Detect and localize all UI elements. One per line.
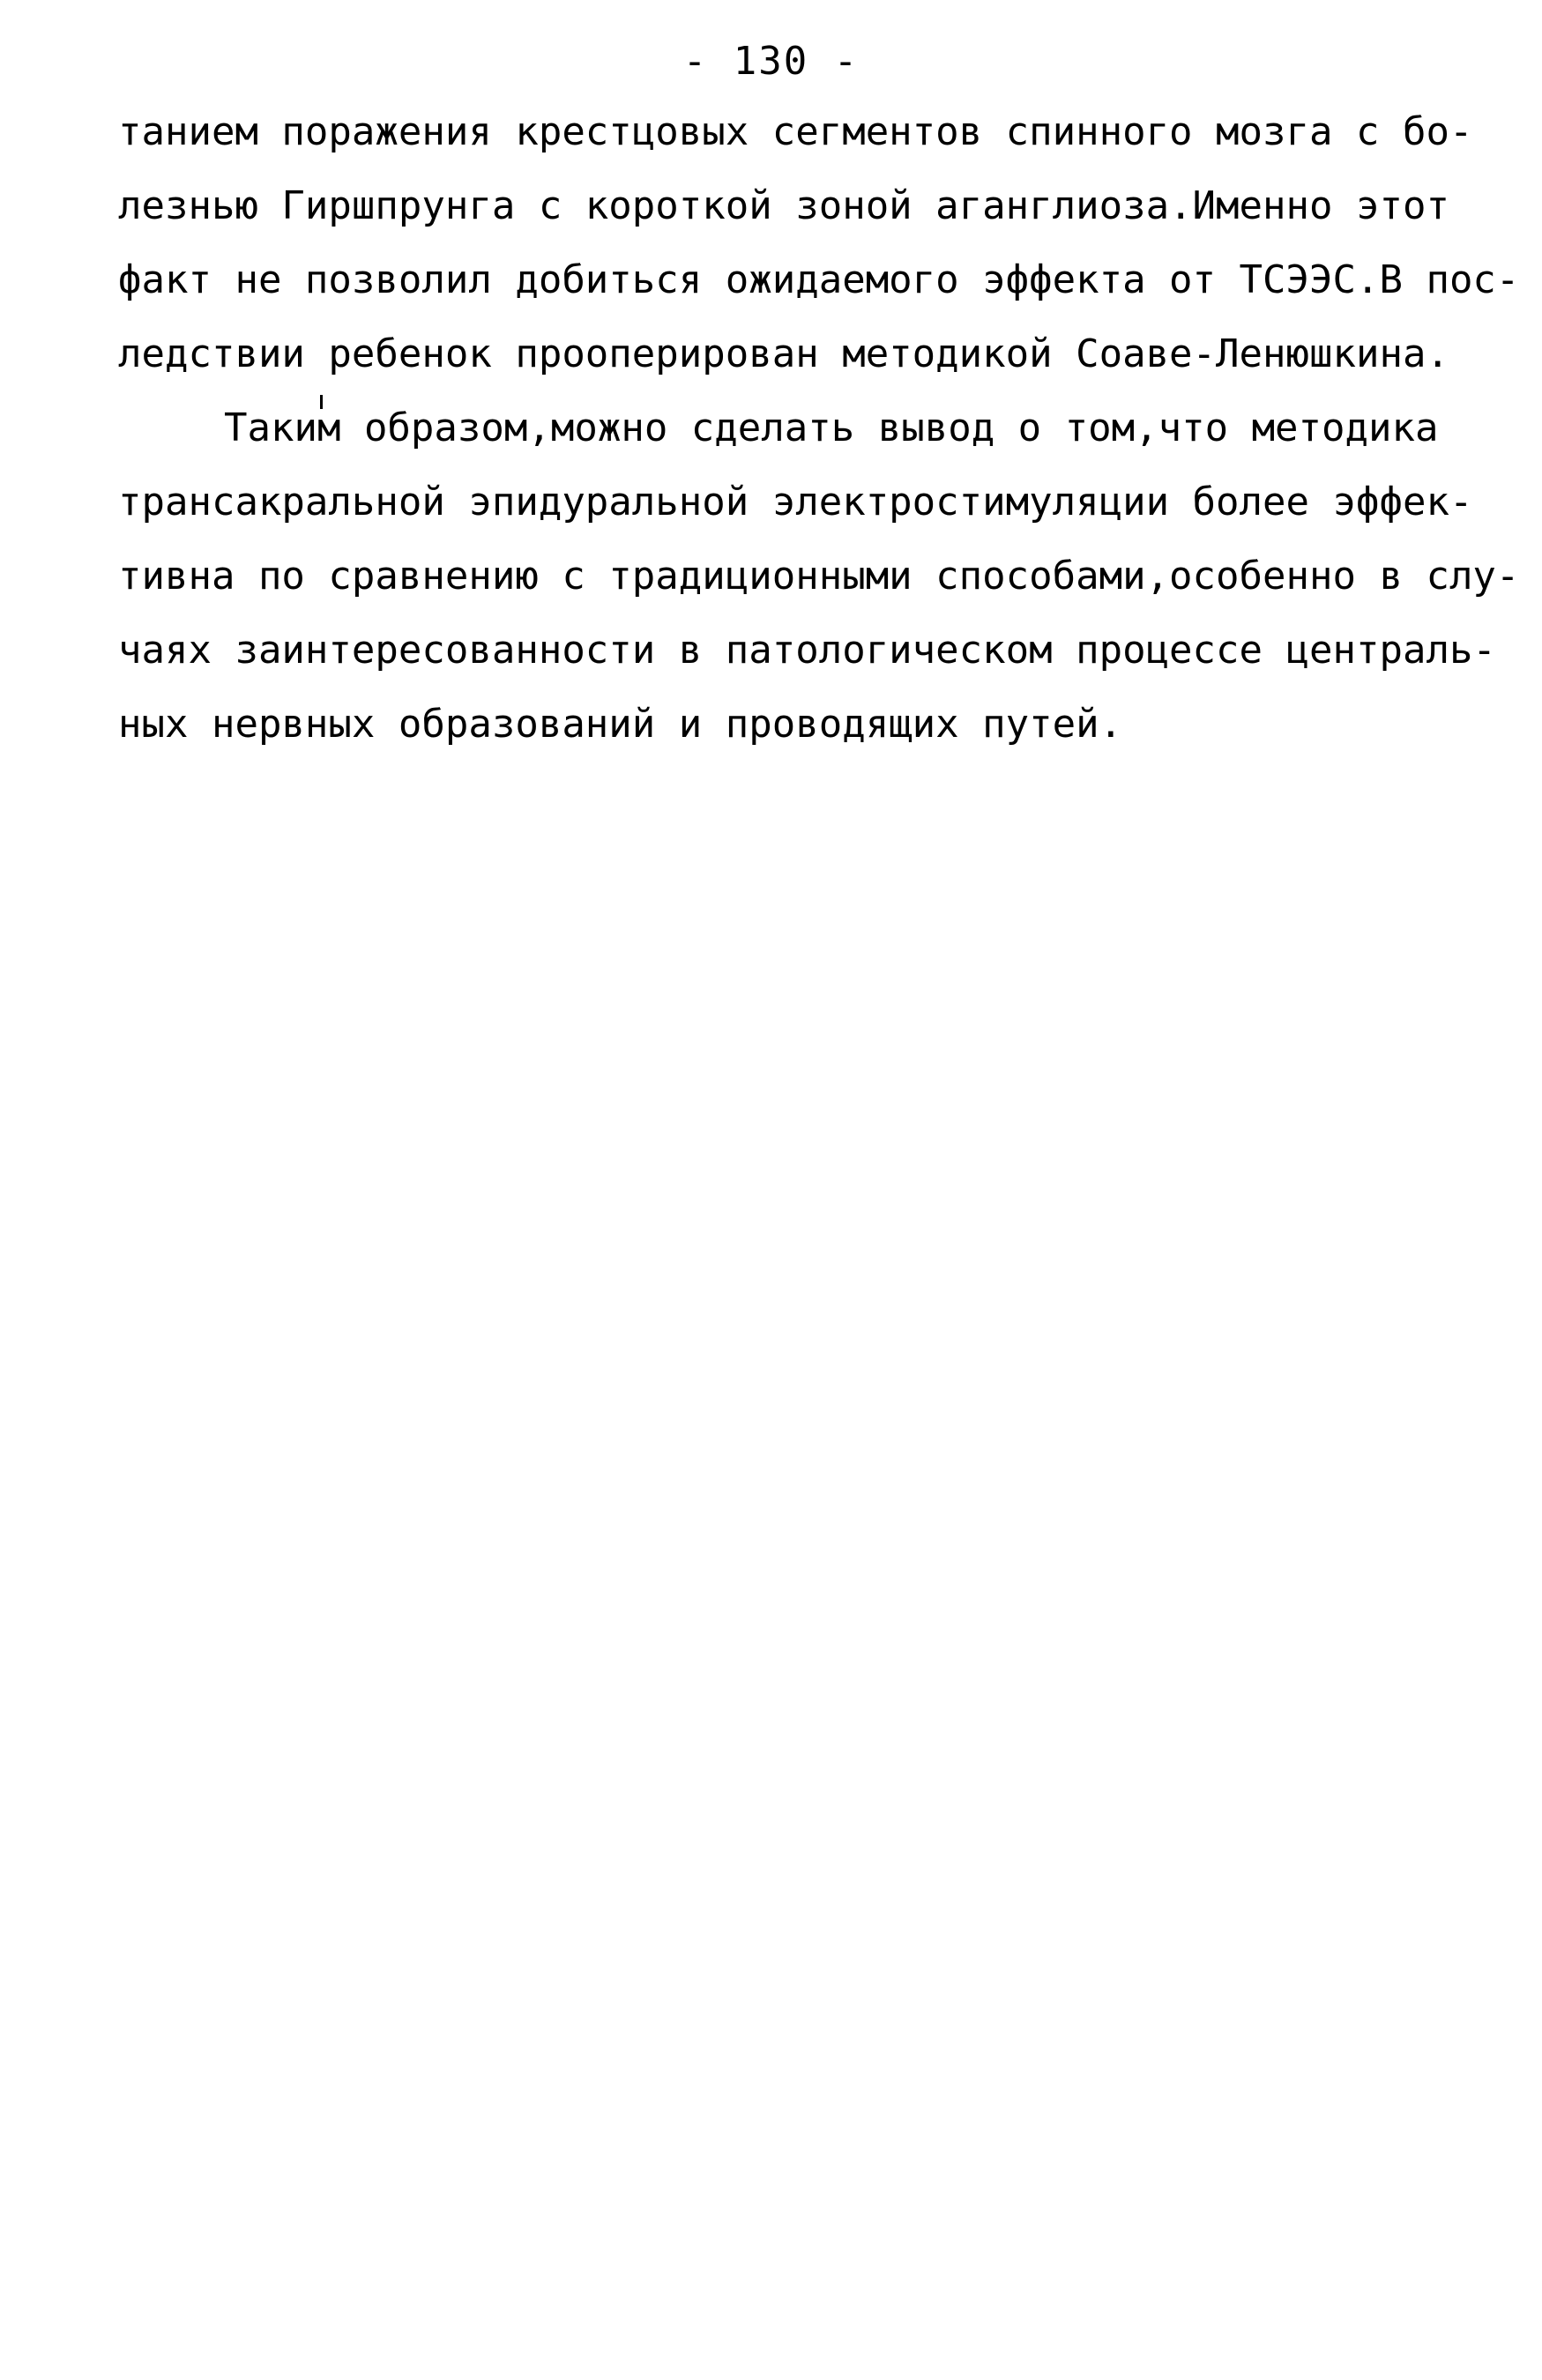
text-line: трансакральной эпидуральной электростимуляции более эффек- <box>118 480 1473 524</box>
text-line: ледствии ребенок прооперирован методикой Соаве-Ленюшкина. <box>118 331 1449 376</box>
text-line: тивна по сравнению с традиционными способами,особенно в слу- <box>118 554 1520 599</box>
text-line: чаях заинтересованности в патологическом процессе централь- <box>118 628 1496 673</box>
text-line: факт не позволил добиться ожидаемого эффекта от ТСЭЭС.В пос- <box>118 257 1520 302</box>
text-line: танием поражения крестцовых сегментов спинного мозга с бо- <box>118 109 1473 154</box>
text-line: ных нервных образований и проводящих путей. <box>118 702 1123 747</box>
text-line: лезнью Гиршпрунга с короткой зоной аганглиоза.Именно этот <box>118 183 1449 228</box>
text-line: Таким образом,можно сделать вывод о том,что методика <box>224 405 1439 450</box>
page-number: - 130 - <box>682 39 860 84</box>
